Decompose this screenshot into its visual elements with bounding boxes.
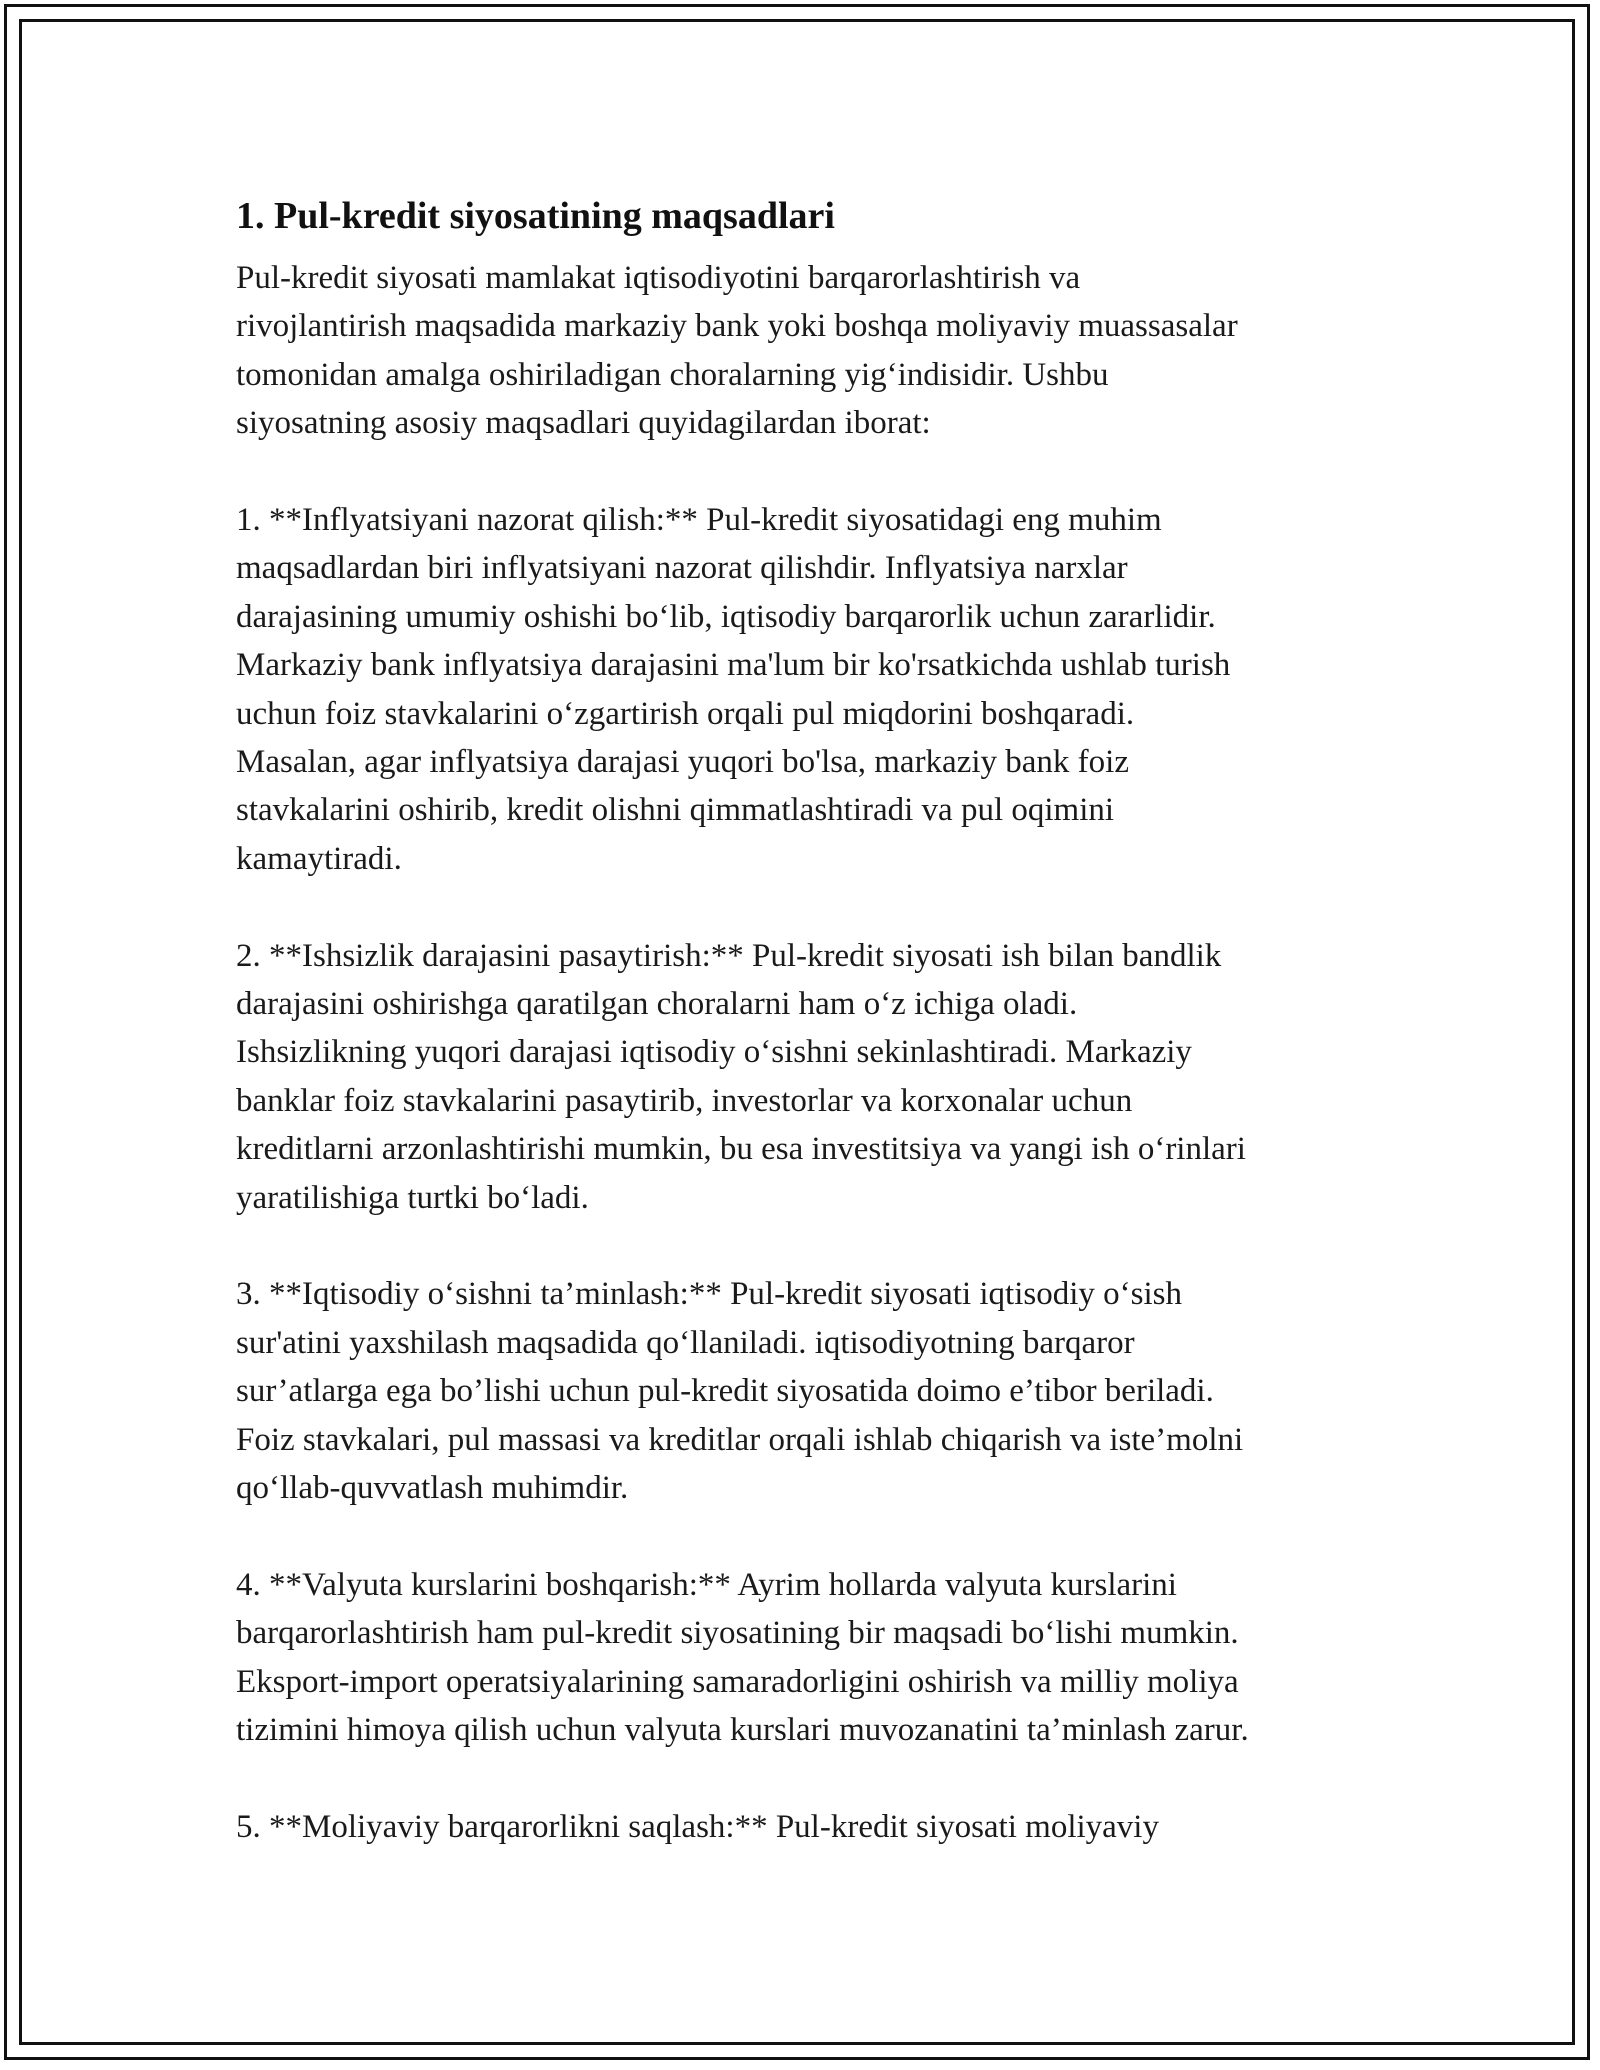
- section-title: 1. Pul-kredit siyosatining maqsadlari: [236, 195, 835, 237]
- goal-paragraph-unemployment: 2. **Ishsizlik darajasini pasaytirish:** Pul-kredit siyosati ish bilan bandlik darajasini oshirishga qaratilgan choralarni ham o‘z ichiga oladi. Ishsizlikning yuqori darajasi iqtisodiy o‘sishni sekinlashtiradi. Markaziy banklar foiz stavkalarini pasaytirib, investorlar va korxonalar uchun kreditlarni arzonlashtirishi mumkin, bu esa investitsiya va yangi ish o‘rinlari yaratilishiga turtki bo‘ladi.: [236, 937, 1246, 1216]
- document-body: [236, 183, 1386, 1851]
- goal-paragraph-exchange-rates: 4. **Valyuta kurslarini boshqarish:** Ayrim hollarda valyuta kurslarini barqarorlashtirish ham pul-kredit siyosatining bir maqsadi bo‘lishi mumkin. Eksport-import operatsiyalarining samaradorligini oshirish va milliy moliya tizimini himoya qilish uchun valyuta kurslari muvozanatini ta’minlash zarur.: [236, 1566, 1249, 1749]
- intro-paragraph: Pul-kredit siyosati mamlakat iqtisodiyotini barqarorlashtirish va rivojlantirish maqsadida markaziy bank yoki boshqa moliyaviy muassasalar tomonidan amalga oshiriladigan choralarning yig‘indisidir. Ushbu siyosatning asosiy maqsadlari quyidagilardan iborat:: [236, 260, 1238, 442]
- goal-paragraph-inflation: 1. **Inflyatsiyani nazorat qilish:** Pul-kredit siyosatidagi eng muhim maqsadlardan biri inflyatsiyani nazorat qilishdir. Inflyatsiya narxlar darajasining umumiy oshishi bo‘lib, iqtisodiy barqarorlik uchun zararlidir. Markaziy bank inflyatsiya darajasini ma'lum bir ko'rsatkichda ushlab turish uchun foiz stavkalarini o‘zgartirish orqali pul miqdorini boshqaradi. Masalan, agar inflyatsiya darajasi yuqori bo'lsa, markaziy bank foiz stavkalarini oshirib, kredit olishni qimmatlashtiradi va pul oqimini kamaytiradi.: [236, 502, 1231, 877]
- goal-paragraph-growth: 3. **Iqtisodiy o‘sishni ta’minlash:** Pul-kredit siyosati iqtisodiy o‘sish sur'atini yaxshilash maqsadida qo‘llaniladi. iqtisodiyotning barqaror sur’atlarga ega bo’lishi uchun pul-kredit siyosatida doimo e’tibor beriladi. Foiz stavkalari, pul massasi va kreditlar orqali ishlab chiqarish va iste’molni qo‘llab-quvvatlash muhimdir.: [236, 1276, 1244, 1507]
- goal-paragraph-financial-stability: 5. **Moliyaviy barqarorlikni saqlash:** Pul-kredit siyosati moliyaviy: [236, 1808, 1159, 1845]
